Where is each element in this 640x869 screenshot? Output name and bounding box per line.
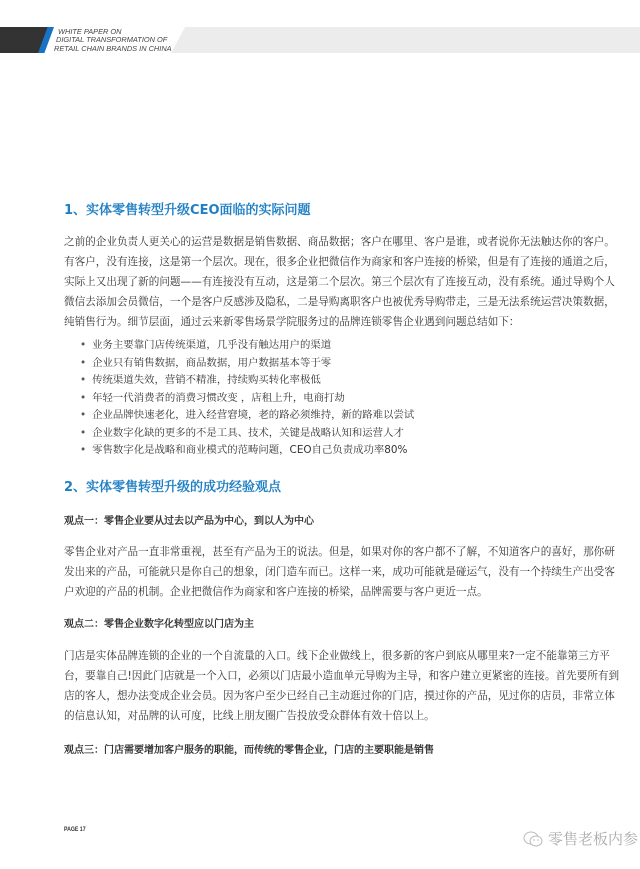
text-line: 发出来的产品，可能就只是你自己的想象，闭门造车而已。这样一来，成功可能就是碰运气，没有一个持续生产出受客 [64, 566, 615, 578]
list-item: • 企业数字化缺的更多的不是工具、技术，关键是战略认知和运营人才 [80, 425, 414, 443]
list-item: • 业务主要靠门店传统渠道，几乎没有触达用户的渠道 [80, 337, 414, 355]
text-line: 户欢迎的产品的机制。企业把微信作为商家和客户连接的桥梁，品牌需要与客户更近一点。 [64, 586, 488, 598]
section-2-heading: 2、实体零售转型升级的成功经验观点 [64, 480, 282, 495]
text-line: 实际上又出现了新的问题——有连接没有互动，这是第二个层次。第三个层次有了连接互动，没有系统。通过导购个人 [64, 276, 615, 288]
watermark-text: 零售老板内参 [548, 830, 639, 848]
view-3-title: 观点三：门店需要增加客户服务的职能，而传统的零售企业，门店的主要职能是销售 [64, 745, 434, 756]
header-grey-band [171, 27, 640, 53]
text-line: 纯销售行为。细节层面，通过云来新零售场景学院服务过的品牌连锁零售企业遇到问题总结如下： [64, 316, 520, 328]
view-2-paragraph [64, 646, 619, 726]
list-item: • 传统渠道失效，营销不精准，持续购买转化率极低 [80, 372, 414, 390]
watermark [522, 828, 638, 849]
view-1-title: 观点一：零售企业要从过去以产品为中心，到以人为中心 [64, 516, 314, 527]
header-title [54, 28, 172, 53]
text-line: 微信去添加会员微信，一个是客户反感涉及隐私，二是导购离职客户也被优秀导购带走，三是无法系统运营决策数据， [64, 296, 615, 308]
text-line: 之前的企业负责人更关心的运营是数据是销售数据、商品数据；客户在哪里、客户是谁，或者说你无法触达你的客户。 [64, 236, 615, 248]
section-1-heading: 1、实体零售转型升级CEO面临的实际问题 [64, 203, 311, 218]
text-line: 有客户，没有连接，这是第一个层次。现在，很多企业把微信作为商家和客户连接的桥梁，但是有了连接的通道之后， [64, 256, 615, 268]
header-line: WHITE PAPER ON [58, 27, 122, 36]
list-item: • 企业品牌快速老化，进入经营窘境，老的路必须维持，新的路难以尝试 [80, 407, 414, 425]
list-item: • 零售数字化是战略和商业模式的范畴问题，CEO自己负责成功率80% [80, 442, 414, 460]
text-line: 的信息认知，对品牌的认可度，比线上朋友圈广告投放受众群体有效十倍以上。 [64, 710, 435, 722]
text-line: 台，要靠自己!因此门店就是一个入口，必须以门店最小造血单元导购为主导，和客户建立更紧密的连接。首先要所有到 [64, 670, 620, 682]
view-2-title: 观点二：零售企业数字化转型应以门店为主 [64, 619, 254, 630]
view-1-paragraph [64, 542, 615, 602]
problem-list [80, 337, 414, 460]
header-line: RETAIL CHAIN BRANDS IN CHINA [54, 43, 172, 53]
text-line: 门店是实体品牌连锁的企业的一个自流量的入口。线下企业做线上，很多新的客户到底从哪里来?一定不能靠第三方平 [64, 650, 610, 662]
section-1-paragraph [64, 232, 615, 332]
wechat-icon [522, 830, 544, 848]
list-item: • 企业只有销售数据，商品数据，用户数据基本等于零 [80, 355, 414, 373]
header-line: DIGITAL TRANSFORMATION OF [56, 35, 168, 45]
list-item: • 年轻一代消费者的消费习惯改变 ，店租上升，电商打劫 [80, 390, 414, 408]
text-line: 零售企业对产品一直非常重视，甚至有产品为王的说法。但是，如果对你的客户都不了解，不知道客户的喜好，那你研 [64, 546, 615, 558]
text-line: 店的客人，想办法变成企业会员。因为客户至少已经自己主动逛过你的门店，摸过你的产品，见过你的店员，非常立体 [64, 690, 615, 702]
page-number: PAGE 17 [64, 826, 86, 833]
